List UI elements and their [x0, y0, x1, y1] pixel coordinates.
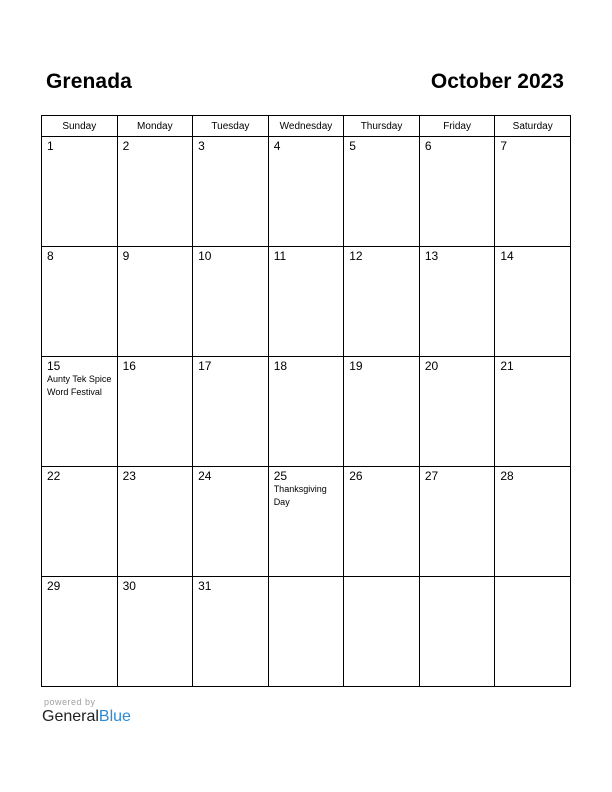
day-cell: [193, 467, 269, 577]
logo-text-blue: Blue: [98, 708, 131, 725]
day-number: 13: [424, 249, 439, 263]
weekday-thursday: Thursday: [344, 116, 420, 137]
day-cell: [117, 467, 193, 577]
day-number: 5: [349, 139, 356, 153]
day-cell: [268, 247, 344, 357]
day-cell: [344, 357, 420, 467]
day-cell: [42, 137, 118, 247]
day-cell: [495, 247, 571, 357]
day-cell: [419, 247, 495, 357]
day-number: [420, 577, 495, 580]
day-cell: [344, 577, 420, 687]
day-number: 11: [273, 249, 287, 263]
week-row: [42, 467, 571, 577]
day-cell: [495, 357, 571, 467]
day-number: 26: [349, 469, 363, 483]
day-number: 24: [198, 469, 212, 483]
day-cell: [268, 467, 344, 577]
day-cell: [117, 577, 193, 687]
holiday-label: Aunty Tek Spice Word Festival: [47, 374, 112, 397]
week-row: [42, 137, 571, 247]
day-cell: [117, 357, 193, 467]
day-number: 19: [349, 359, 363, 373]
weekday-friday: Friday: [419, 116, 495, 137]
weekday-header-row: [42, 116, 571, 137]
weekday-saturday: Saturday: [495, 116, 571, 137]
day-cell: [495, 137, 571, 247]
day-number: 17: [198, 359, 212, 373]
day-cell: [268, 137, 344, 247]
day-number: 30: [122, 579, 136, 593]
day-cell: [193, 357, 269, 467]
day-number: 16: [122, 359, 136, 373]
month-title: October 2023: [430, 70, 564, 93]
day-cell: [344, 247, 420, 357]
weekday-monday: Monday: [117, 116, 193, 137]
day-number: 29: [47, 579, 61, 593]
day-cell: [419, 577, 495, 687]
day-number: 28: [500, 469, 514, 483]
day-number: 3: [198, 139, 205, 153]
day-number: 22: [47, 469, 61, 483]
day-number: 7: [500, 139, 508, 153]
day-cell: [419, 137, 495, 247]
day-cell: [419, 467, 495, 577]
day-number: 10: [198, 249, 212, 263]
day-cell: [268, 577, 344, 687]
day-number: 20: [424, 359, 439, 373]
day-number: 15: [47, 359, 61, 373]
day-number: 12: [349, 249, 363, 263]
day-cell: [42, 467, 118, 577]
day-number: 8: [47, 249, 54, 263]
day-number: 14: [500, 249, 514, 263]
day-cell: [193, 137, 269, 247]
brand-footer: [42, 697, 131, 726]
day-cell: [344, 137, 420, 247]
day-cell: [193, 247, 269, 357]
day-cell: [42, 247, 118, 357]
calendar-grid: [41, 115, 571, 687]
logo-text-general: General: [42, 708, 99, 725]
day-number: [269, 577, 344, 580]
day-number: 6: [424, 139, 432, 153]
day-cell: [344, 467, 420, 577]
day-number: 27: [424, 469, 439, 483]
day-number: 4: [273, 139, 281, 153]
weekday-wednesday: Wednesday: [268, 116, 344, 137]
day-cell: [495, 467, 571, 577]
day-number: 25: [273, 469, 288, 483]
country-title: Grenada: [46, 70, 132, 93]
powered-by-text: powered by: [44, 697, 96, 707]
day-number: 1: [47, 139, 54, 153]
weekday-sunday: Sunday: [42, 116, 118, 137]
day-number: 18: [273, 359, 288, 373]
week-row: [42, 247, 571, 357]
day-number: 23: [122, 469, 136, 483]
day-cell: [268, 357, 344, 467]
day-cell: [193, 577, 269, 687]
day-number: 9: [122, 249, 130, 263]
day-number: [495, 577, 570, 580]
day-cell: [495, 577, 571, 687]
day-cell: [117, 137, 193, 247]
week-row: [42, 577, 571, 687]
day-cell: [42, 357, 118, 467]
week-row: [42, 357, 571, 467]
holiday-label: Thanksgiving Day: [273, 484, 327, 507]
day-number: 21: [500, 359, 514, 373]
day-cell: [117, 247, 193, 357]
day-number: [344, 577, 419, 580]
weekday-tuesday: Tuesday: [193, 116, 269, 137]
day-number: 31: [198, 579, 212, 593]
day-cell: [42, 577, 118, 687]
day-cell: [419, 357, 495, 467]
day-number: 2: [122, 139, 130, 153]
generalblue-logo: [42, 708, 131, 726]
